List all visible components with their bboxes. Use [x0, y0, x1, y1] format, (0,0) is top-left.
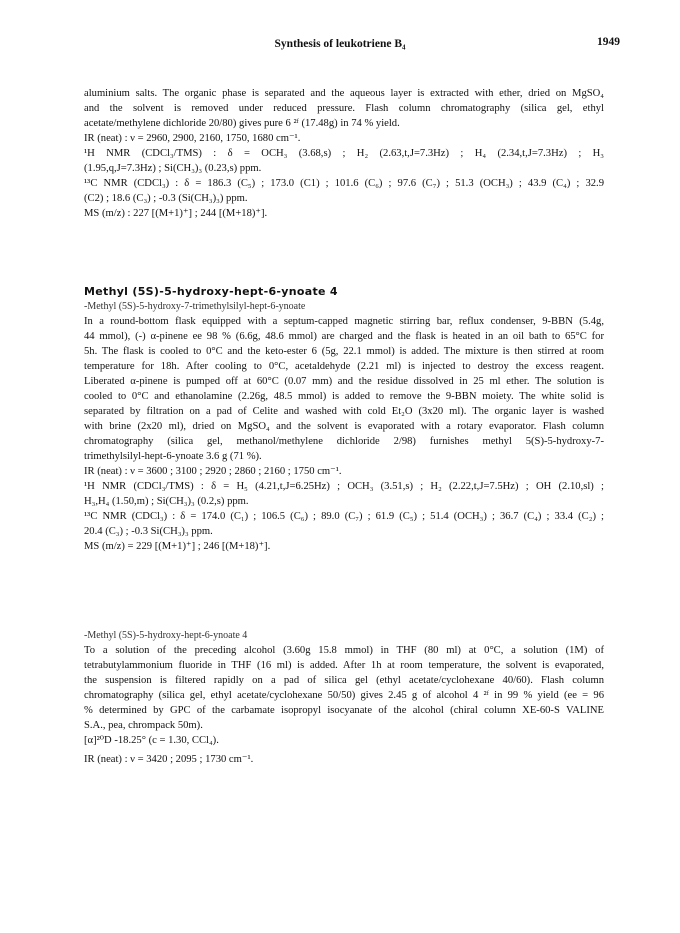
text-line: MS (m/z) = 229 [(M+1)⁺] ; 246 [(M+18)⁺].	[84, 541, 271, 552]
text-line: with brine (2x20 ml), dried on MgSO₄ and the solvent is evaporated with a rotary evaporator. Flash column	[84, 421, 604, 432]
text-line: In a round-bottom flask equipped with a septum-capped magnetic stirring bar, reflux condenser, 9-BBN (5.4g,	[84, 316, 604, 327]
text-line: IR (neat) : ν = 3600 ; 3100 ; 2920 ; 2860 ; 2160 ; 1750 cm⁻¹.	[84, 466, 342, 477]
text-line: chromatography (silica gel, ethyl acetate/cyclohexane 50/50) gives 2.45 g of alcohol 4 ²ᶠ in 99 % yield (ee = 96	[84, 690, 604, 701]
text-line: acetate/methylene dichloride 20/80) gives pure 6 ²ᶠ (17.48g) in 74 % yield.	[84, 118, 400, 129]
text-line: 44 mmol), (-) α-pinene ee 98 % (6.6g, 48.6 mmol) are charged and the flask is heated in an oil bath to 65°C for	[84, 331, 604, 342]
text-line: tetrabutylammonium fluoride in THF (16 ml) is added. After 1h at room temperature, the solvent is evaporated,	[84, 660, 604, 671]
text-line: and the solvent is removed under reduced pressure. Flash column chromatography (silica gel, ethyl	[84, 103, 604, 114]
text-line: cooled to 0°C and ethanolamine (2.26g, 48.5 mmol) is added to remove the 9-BBN moiety. The white solid is	[84, 391, 604, 402]
text-line: (1.95,q,J=7.3Hz) ; Si(CH₃)₃ (0.23,s) ppm.	[84, 163, 262, 174]
text-line: separated by filtration on a pad of Celite and washed with cold Et₂O (3x20 ml). The organic layer is washed	[84, 406, 604, 417]
text-line: MS (m/z) : 227 [(M+1)⁺] ; 244 [(M+18)⁺].	[84, 208, 268, 219]
text-line: To a solution of the preceding alcohol (3.60g 15.8 mmol) in THF (80 ml) at 0°C, a solution (1M) of	[84, 645, 604, 656]
text-line: Liberated α-pinene is pumped off at 60°C (0.07 mm) and the residue dissolved in 25 ml ether. The solution is	[84, 376, 604, 387]
section-heading: Methyl (5S)-5-hydroxy-hept-6-ynoate 4	[84, 285, 338, 298]
text-line: trimethylsilyl-hept-6-ynoate 3.6 g (71 %).	[84, 451, 262, 462]
text-line: ¹³C NMR (CDCl₃) : δ = 174.0 (C₁) ; 106.5 (C₆) ; 89.0 (C₇) ; 61.9 (C₅) ; 51.4 (OCH₃) ; 36.7 (C₄) ; 33.4 (C₂) ;	[84, 511, 604, 522]
text-line: temperature for 18h. After cooling to 0°C, acetaldehyde (2.21 ml) is injected to destroy the excess reagent.	[84, 361, 604, 372]
optical-rotation-line: [α]²⁰D -18.25° (c = 1.30, CCl₄).	[84, 735, 219, 746]
paragraph-block-2	[84, 284, 604, 554]
paragraph-block-3	[84, 628, 604, 767]
page-number: 1949	[597, 36, 620, 48]
text-line: S.A., pea, chrompack 50m).	[84, 720, 203, 731]
text-line: ¹H NMR (CDCl₃/TMS) : δ = H₅ (4.21,t,J=6.25Hz) ; OCH₃ (3.51,s) ; H₂ (2.22,t,J=7.5Hz) ; OH (2.10,sl) ;	[84, 481, 604, 492]
text-line: the suspension is filtered rapidly on a pad of silica gel (ethyl acetate/cyclohexane 40/60). Flash column	[84, 675, 604, 686]
text-line: chromatography (silica gel, methanol/methylene dichloride 2/98) furnishes methyl 5(S)-5-hydroxy-7-	[84, 436, 604, 447]
text-line: 20.4 (C₃) ; -0.3 Si(CH₃)₃ ppm.	[84, 526, 213, 537]
text-line: % determined by GPC of the carbamate isopropyl isocyanate of the alcohol (chiral column XE-60-S VALINE	[84, 705, 604, 716]
text-line: 5h. The flask is cooled to 0°C and the keto-ester 6 (5g, 22.1 mmol) is added. The mixture is then stirred at room	[84, 346, 604, 357]
paragraph-block-1	[84, 86, 604, 221]
text-line: IR (neat) : ν = 3420 ; 2095 ; 1730 cm⁻¹.	[84, 754, 254, 765]
text-line: ¹³C NMR (CDCl₃) : δ = 186.3 (C₅) ; 173.0 (C1) ; 101.6 (C₆) ; 97.6 (C₇) ; 51.3 (OCH₃) ; 43.9 (C₄) ; 32.9	[84, 178, 604, 189]
subsection-heading: -Methyl (5S)-5-hydroxy-hept-6-ynoate 4	[84, 630, 248, 641]
running-title: Synthesis of leukotriene B₄	[274, 38, 406, 50]
text-line: ¹H NMR (CDCl₃/TMS) : δ = OCH₃ (3.68,s) ; H₂ (2.63,t,J=7.3Hz) ; H₄ (2.34,t,J=7.3Hz) ; H₃	[84, 148, 604, 159]
text-line: IR (neat) : ν = 2960, 2900, 2160, 1750, 1680 cm⁻¹.	[84, 133, 301, 144]
text-line: aluminium salts. The organic phase is separated and the aqueous layer is extracted with ether, dried on MgSO₄	[84, 88, 604, 99]
text-line: (C2) ; 18.6 (C₃) ; -0.3 (Si(CH₃)₃) ppm.	[84, 193, 248, 204]
subsection-heading: -Methyl (5S)-5-hydroxy-7-trimethylsilyl-hept-6-ynoate	[84, 301, 306, 312]
text-line: H₃,H₄ (1.50,m) ; Si(CH₃)₃ (0.2,s) ppm.	[84, 496, 249, 507]
